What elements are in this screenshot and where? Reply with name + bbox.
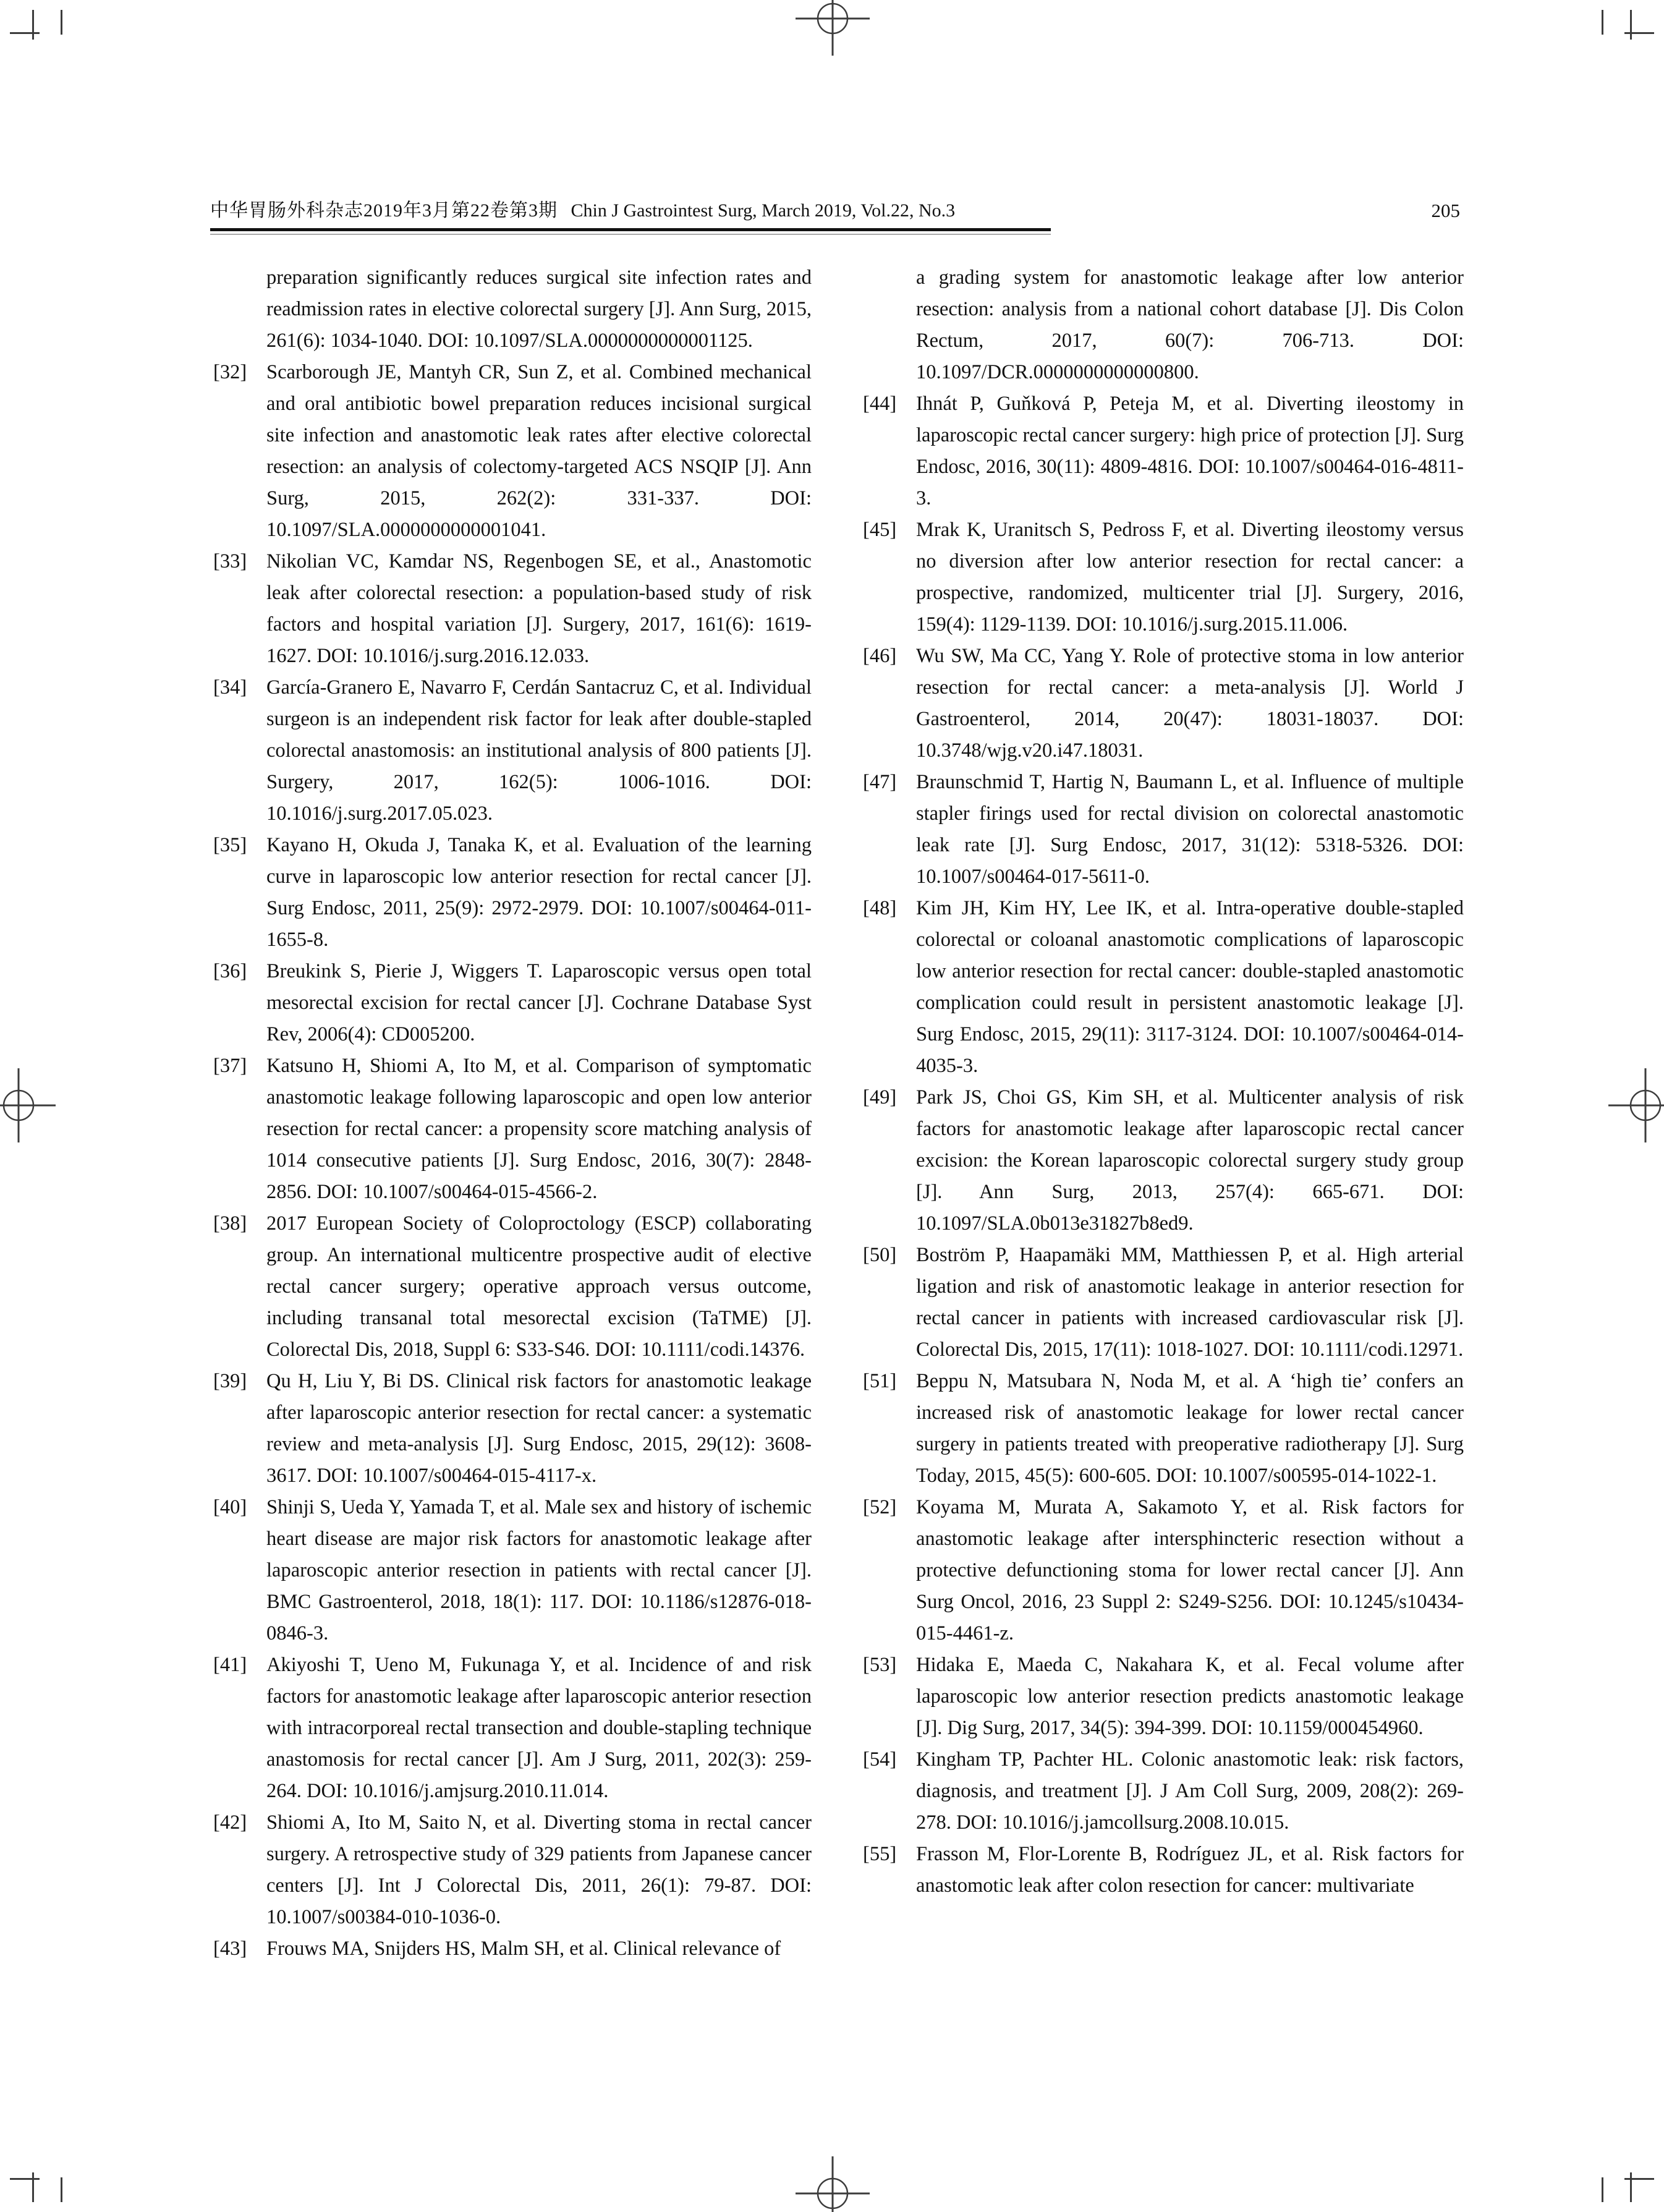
reference-number: [36] (213, 960, 247, 982)
reference-number: [49] (863, 1086, 897, 1108)
reference-number: [52] (863, 1496, 897, 1518)
page-number: 205 (1431, 200, 1460, 221)
reference-number: [45] (863, 519, 897, 541)
crop-mark-bottom-left-extra-icon (61, 2177, 62, 2202)
reference-text: a grading system for anastomotic leakage after low anterior resection: analysis from a national cohort database [J]. Dis Colon Rectum, 2017, 60(7): 706-713. DOI: 10.1097/DCR.0000000000000800. (916, 266, 1464, 383)
reference-item (863, 1366, 1464, 1492)
reference-item (863, 1744, 1464, 1839)
crop-mark-bottom-left-vertical-icon (32, 2172, 34, 2202)
reference-number: [38] (213, 1212, 247, 1235)
reference-text: Kim JH, Kim HY, Lee IK, et al. Intra-operative double-stapled colorectal or coloanal anastomotic complications of laparoscopic low anterior resection for rectal cancer: double-stapled anastomotic complication could result in persistent anastomotic leakage [J]. Surg Endosc, 2015, 29(11): 3117-3124. DOI: 10.1007/s00464-014-4035-3. (916, 897, 1464, 1077)
crop-mark-top-right-vertical-icon (1630, 10, 1632, 40)
reference-text: Beppu N, Matsubara N, Noda M, et al. A ‘high tie’ confers an increased risk of anastomotic leakage for lower rectal cancer surgery in patients treated with preoperative radiotherapy [J]. Surg Today, 2015, 45(5): 600-605. DOI: 10.1007/s00595-014-1022-1. (916, 1370, 1464, 1487)
journal-title-chinese: 中华胃肠外科杂志2019年3月第22卷第3期 (210, 200, 558, 221)
reference-text: Qu H, Liu Y, Bi DS. Clinical risk factors for anastomotic leakage after laparoscopic anterior resection for rectal cancer: a systematic review and meta-analysis [J]. Surg Endosc, 2015, 29(12): 3608-3617. DOI: 10.1007/s00464-015-4117-x. (266, 1370, 812, 1487)
reference-text: Braunschmid T, Hartig N, Baumann L, et al. Influence of multiple stapler firings used for rectal division on colorectal anastomotic leak rate [J]. Surg Endosc, 2017, 31(12): 5318-5326. DOI: 10.1007/s00464-017-5611-0. (916, 771, 1464, 888)
reference-number: [43] (213, 1938, 247, 1960)
reference-text: Park JS, Choi GS, Kim SH, et al. Multicenter analysis of risk factors for anastomotic leakage after laparoscopic rectal cancer excision: the Korean laparoscopic colorectal surgery study group [J]. Ann Surg, 2013, 257(4): 665-671. DOI: 10.1097/SLA.0b013e31827b8ed9. (916, 1086, 1464, 1235)
reference-item (213, 672, 812, 830)
journal-title-english: Chin J Gastrointest Surg, March 2019, Vol.22, No.3 (571, 200, 956, 221)
header-rule-shadow (210, 234, 1051, 235)
reference-text: Koyama M, Murata A, Sakamoto Y, et al. Risk factors for anastomotic leakage after intersphincteric resection without a protective defunctioning stoma for lower rectal cancer [J]. Ann Surg Oncol, 2016, 23 Suppl 2: S249-S256. DOI: 10.1245/s10434-015-4461-z. (916, 1496, 1464, 1644)
reference-item (213, 546, 812, 672)
reference-text: Katsuno H, Shiomi A, Ito M, et al. Comparison of symptomatic anastomotic leakage following laparoscopic and open low anterior resection for rectal cancer: a propensity score matching analysis of 1014 consecutive patients [J]. Surg Endosc, 2016, 30(7): 2848-2856. DOI: 10.1007/s00464-015-4566-2. (266, 1055, 812, 1203)
crop-mark-bottom-right-extra-icon (1602, 2177, 1603, 2202)
crop-mark-bottom-left-horizontal-icon (10, 2178, 40, 2180)
reference-number: [46] (863, 645, 897, 667)
crop-mark-top-right-extra-icon (1602, 10, 1603, 35)
reference-number: [51] (863, 1370, 897, 1392)
reference-text: Breukink S, Pierie J, Wiggers T. Laparoscopic versus open total mesorectal excision for rectal cancer [J]. Cochrane Database Syst Rev, 2006(4): CD005200. (266, 960, 812, 1045)
reference-number: [40] (213, 1496, 247, 1518)
reference-number: [41] (213, 1654, 247, 1676)
reference-item (213, 830, 812, 956)
crop-mark-top-left-vertical-icon (32, 10, 34, 40)
reference-number: [32] (213, 361, 247, 383)
reference-text: Shinji S, Ueda Y, Yamada T, et al. Male sex and history of ischemic heart disease are major risk factors for anastomotic leakage after laparoscopic anterior resection in patients with rectal cancer [J]. BMC Gastroenterol, 2018, 18(1): 117. DOI: 10.1186/s12876-018-0846-3. (266, 1496, 812, 1644)
reference-item (863, 1649, 1464, 1744)
reference-number: [50] (863, 1244, 897, 1266)
reference-number: [47] (863, 771, 897, 793)
reference-text: Frouws MA, Snijders HS, Malm SH, et al. Clinical relevance of (266, 1938, 781, 1960)
reference-text: Ihnát P, Guňková P, Peteja M, et al. Diverting ileostomy in laparoscopic rectal cancer surgery: high price of protection [J]. Surg Endosc, 2016, 30(11): 4809-4816. DOI: 10.1007/s00464-016-4811-3. (916, 393, 1464, 509)
reference-item (863, 640, 1464, 767)
reference-number: [55] (863, 1843, 897, 1865)
reference-number: [54] (863, 1748, 897, 1771)
reference-text: Scarborough JE, Mantyh CR, Sun Z, et al. Combined mechanical and oral antibiotic bowel preparation reduces incisional surgical site infection and anastomotic leak rates after elective colorectal resection: an analysis of colectomy-targeted ACS NSQIP [J]. Ann Surg, 2015, 262(2): 331-337. DOI: 10.1097/SLA.0000000000001041. (266, 361, 812, 541)
crop-mark-bottom-right-vertical-icon (1630, 2172, 1632, 2202)
reference-item (213, 1050, 812, 1208)
reference-item (863, 767, 1464, 893)
reference-item (213, 1807, 812, 1933)
reference-text: García-Granero E, Navarro F, Cerdán Santacruz C, et al. Individual surgeon is an independent risk factor for leak after double-stapled colorectal anastomosis: an institutional analysis of 800 patients [J]. Surgery, 2017, 162(5): 1006-1016. DOI: 10.1016/j.surg.2017.05.023. (266, 676, 812, 825)
reference-text: Boström P, Haapamäki MM, Matthiessen P, et al. High arterial ligation and risk of anastomotic leakage in anterior resection for rectal cancer in patients with increased cardiovascular risk [J]. Colorectal Dis, 2015, 17(11): 1018-1027. DOI: 10.1111/codi.12971. (916, 1244, 1464, 1361)
reference-text: Hidaka E, Maeda C, Nakahara K, et al. Fecal volume after laparoscopic low anterior resection predicts anastomotic leakage [J]. Dig Surg, 2017, 34(5): 394-399. DOI: 10.1159/000454960. (916, 1654, 1464, 1739)
reference-number: [39] (213, 1370, 247, 1392)
reference-number: [37] (213, 1055, 247, 1077)
registration-mark-left-middle-icon (0, 1056, 68, 1155)
reference-item (213, 1649, 812, 1807)
reference-item (863, 1082, 1464, 1240)
reference-number: [53] (863, 1654, 897, 1676)
reference-item (213, 1208, 812, 1366)
reference-item (213, 262, 812, 357)
reference-item (213, 1492, 812, 1649)
crop-mark-bottom-right-horizontal-icon (1624, 2178, 1654, 2180)
references-column-right (863, 262, 1464, 1902)
reference-number: [35] (213, 834, 247, 856)
reference-text: Kingham TP, Pachter HL. Colonic anastomotic leak: risk factors, diagnosis, and treatment [J]. J Am Coll Surg, 2009, 208(2): 269-278. DOI: 10.1016/j.jamcollsurg.2008.10.015. (916, 1748, 1464, 1834)
crop-mark-top-left-horizontal-icon (10, 32, 40, 34)
crop-mark-top-right-horizontal-icon (1624, 32, 1654, 34)
reference-item (213, 1366, 812, 1492)
reference-text: Kayano H, Okuda J, Tanaka K, et al. Evaluation of the learning curve in laparoscopic low anterior resection for rectal cancer [J]. Surg Endosc, 2011, 25(9): 2972-2979. DOI: 10.1007/s00464-011-1655-8. (266, 834, 812, 951)
reference-number: [33] (213, 550, 247, 572)
reference-text: Nikolian VC, Kamdar NS, Regenbogen SE, et al., Anastomotic leak after colorectal resection: a population-based study of risk factors and hospital variation [J]. Surgery, 2017, 161(6): 1619-1627. DOI: 10.1016/j.surg.2016.12.033. (266, 550, 812, 667)
reference-item (863, 1240, 1464, 1366)
reference-text: 2017 European Society of Coloproctology (ESCP) collaborating group. An international multicentre prospective audit of elective rectal cancer surgery; operative approach versus outcome, including transanal total mesorectal excision (TaTME) [J]. Colorectal Dis, 2018, Suppl 6: S33-S46. DOI: 10.1111/codi.14376. (266, 1212, 812, 1361)
registration-mark-top-center-icon (783, 0, 882, 68)
references-column-left (213, 262, 812, 1965)
registration-mark-bottom-center-icon (783, 2144, 882, 2212)
reference-text: Shiomi A, Ito M, Saito N, et al. Diverting stoma in rectal cancer surgery. A retrospective study of 329 patients from Japanese cancer centers [J]. Int J Colorectal Dis, 2011, 26(1): 79-87. DOI: 10.1007/s00384-010-1036-0. (266, 1811, 812, 1928)
reference-item (213, 956, 812, 1050)
reference-text: Mrak K, Uranitsch S, Pedross F, et al. Diverting ileostomy versus no diversion after low anterior resection for rectal cancer: a prospective, randomized, multicenter trial [J]. Surgery, 2016, 159(4): 1129-1139. DOI: 10.1016/j.surg.2015.11.006. (916, 519, 1464, 636)
reference-item (213, 357, 812, 546)
reference-text: Akiyoshi T, Ueno M, Fukunaga Y, et al. Incidence of and risk factors for anastomotic leakage after laparoscopic anterior resection with intracorporeal rectal transection and double-stapling technique anastomosis for rectal cancer [J]. Am J Surg, 2011, 202(3): 259-264. DOI: 10.1016/j.amjsurg.2010.11.014. (266, 1654, 812, 1802)
header-rule (210, 228, 1051, 231)
reference-item (863, 1839, 1464, 1902)
reference-item (863, 1492, 1464, 1649)
reference-item (863, 262, 1464, 388)
reference-number: [44] (863, 393, 897, 415)
reference-text: preparation significantly reduces surgical site infection rates and readmission rates in elective colorectal surgery [J]. Ann Surg, 2015, 261(6): 1034-1040. DOI: 10.1097/SLA.0000000000001125. (266, 266, 812, 352)
reference-number: [42] (213, 1811, 247, 1834)
reference-text: Frasson M, Flor-Lorente B, Rodríguez JL, et al. Risk factors for anastomotic leak after colon resection for cancer: multivariate (916, 1843, 1464, 1897)
reference-item (863, 514, 1464, 640)
reference-text: Wu SW, Ma CC, Yang Y. Role of protective stoma in low anterior resection for rectal cancer: a meta-analysis [J]. World J Gastroenterol, 2014, 20(47): 18031-18037. DOI: 10.3748/wjg.v20.i47.18031. (916, 645, 1464, 762)
page-header (210, 197, 1460, 225)
reference-item (863, 893, 1464, 1082)
reference-number: [48] (863, 897, 897, 919)
reference-number: [34] (213, 676, 247, 699)
registration-mark-right-middle-icon (1596, 1056, 1664, 1155)
crop-mark-top-left-extra-icon (61, 10, 62, 35)
reference-item (213, 1933, 812, 1965)
reference-item (863, 388, 1464, 514)
